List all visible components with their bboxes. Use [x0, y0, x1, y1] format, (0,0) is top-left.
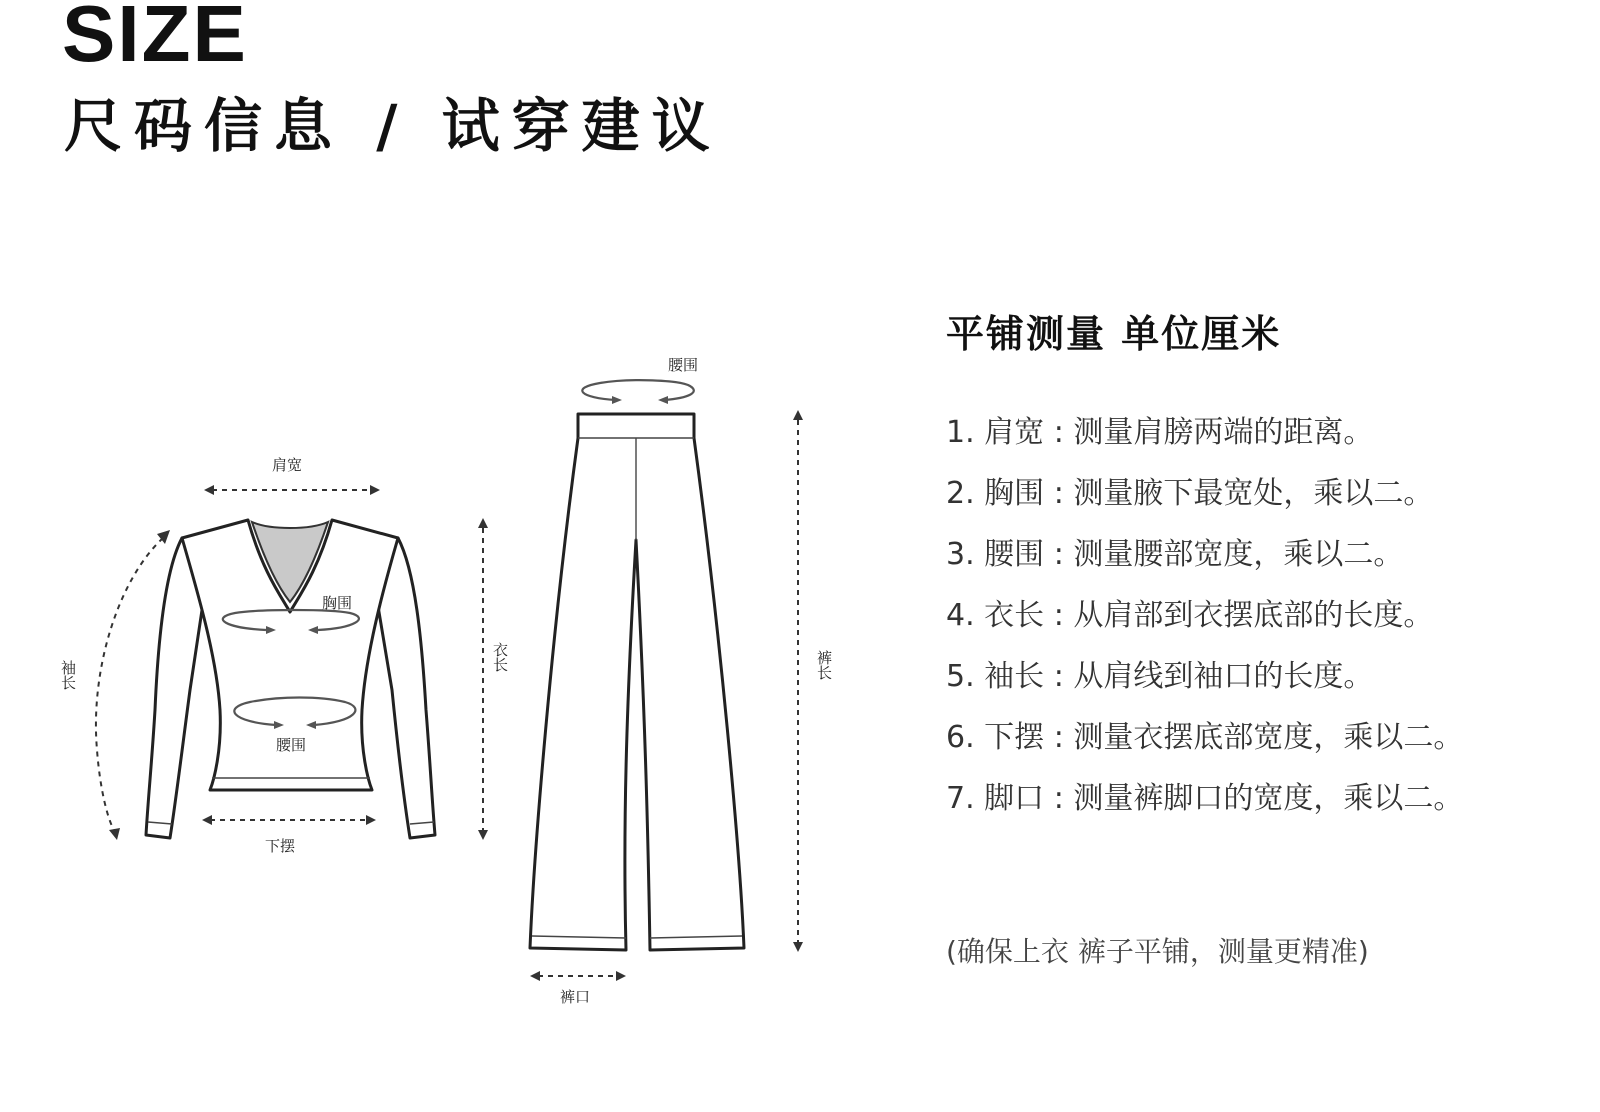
label-top-length: 衣长	[491, 642, 509, 672]
page-subtitle: 尺码信息 / 试穿建议	[64, 92, 722, 160]
measurement-item: 4. 衣长 : 从肩部到衣摆底部的长度。	[946, 597, 1434, 633]
top-illustration	[59, 456, 509, 855]
label-shoulder: 肩宽	[272, 456, 303, 474]
measurement-heading: 平铺测量 单位厘米	[946, 312, 1282, 356]
label-top-waist: 腰围	[276, 736, 307, 754]
label-hem: 下摆	[265, 837, 296, 855]
label-pants-length: 裤长	[815, 650, 833, 680]
label-chest: 胸围	[322, 594, 353, 612]
label-sleeve-length: 袖长	[59, 660, 77, 690]
garment-diagram	[0, 330, 900, 1030]
label-pants-waist: 腰围	[668, 356, 699, 374]
measurement-note: (确保上衣 裤子平铺，测量更精准)	[946, 935, 1369, 968]
measurement-item: 5. 袖长 : 从肩线到袖口的长度。	[946, 658, 1374, 694]
measurement-item: 1. 肩宽 : 测量肩膀两端的距离。	[946, 414, 1374, 450]
measurement-item: 2. 胸围 : 测量腋下最宽处，乘以二。	[946, 475, 1434, 511]
measurement-item: 6. 下摆 : 测量衣摆底部宽度，乘以二。	[946, 719, 1464, 755]
garment-diagram-svg	[0, 330, 900, 1030]
measurement-info	[946, 312, 1586, 829]
pants-waist-arc	[582, 380, 694, 400]
size-title: SIZE	[62, 0, 248, 78]
pants-illustration	[530, 356, 833, 1006]
label-leg-opening: 裤口	[560, 988, 591, 1006]
measurement-list	[946, 402, 1586, 829]
measurement-item: 7. 脚口 : 测量裤脚口的宽度，乘以二。	[946, 780, 1464, 816]
pants-body	[530, 414, 744, 950]
measurement-item: 3. 腰围 : 测量腰部宽度，乘以二。	[946, 536, 1404, 572]
